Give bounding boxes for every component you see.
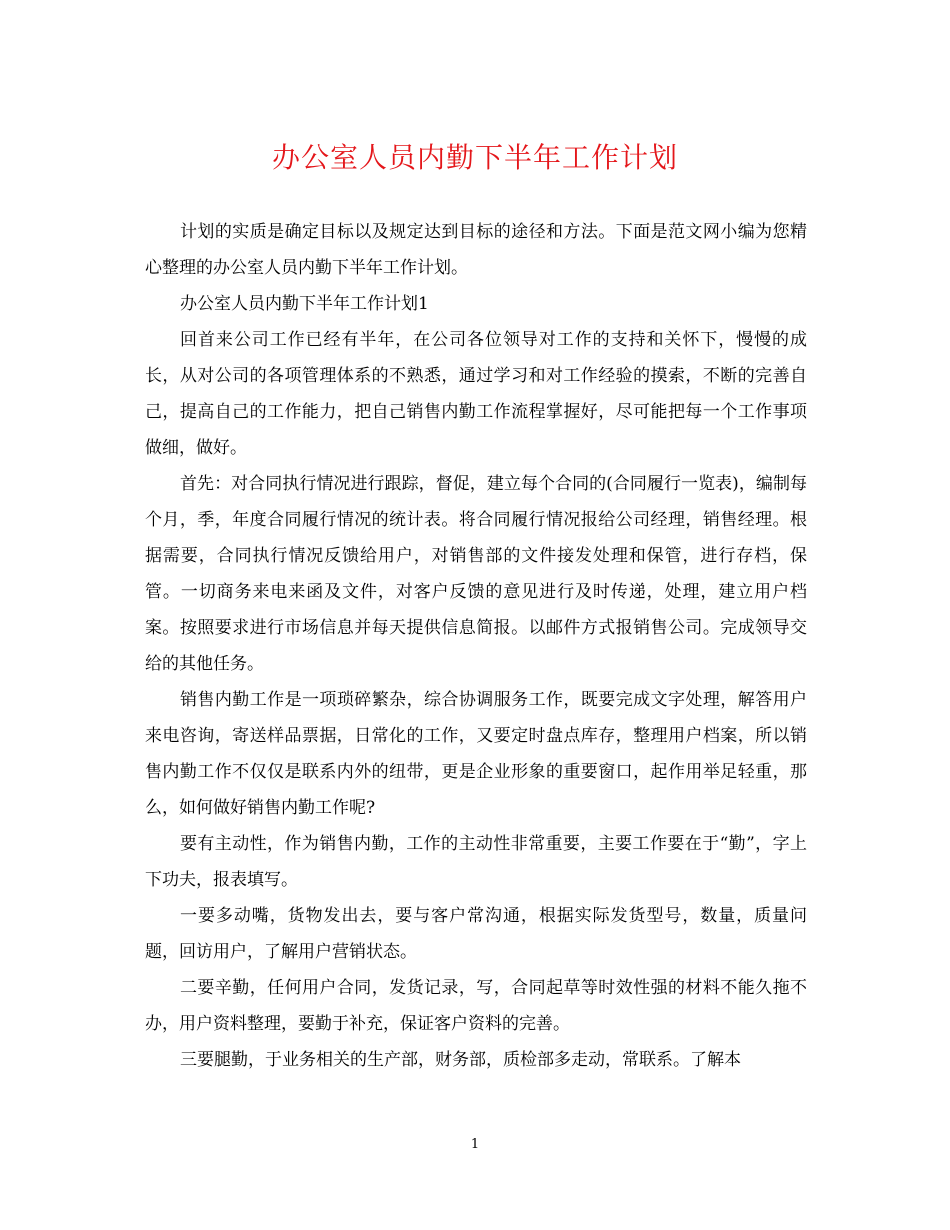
paragraph-intro: 计划的实质是确定目标以及规定达到目标的途径和方法。下面是范文网小编为您精心整理的办公室人员内勤下半年工作计划。 xyxy=(145,222,807,278)
paragraph-contracts: 首先：对合同执行情况进行跟踪，督促，建立每个合同的(合同履行一览表)，编制每个月，季，年度合同履行情况的统计表。将合同履行情况报给公司经理，销售经理。根据需要，合同执行情况反馈给用户，对销售部的文件接发处理和保管，进行存档，保管。一切商务来电来函及文件，对客户反馈的意见进行及时传递，处理，建立用户档案。按照要求进行市场信息并每天提供信息简报。以邮件方式报销售公司。完成领导交给的其他任务。 xyxy=(145,474,807,674)
document-title: 办公室人员内勤下半年工作计划 xyxy=(271,141,678,174)
paragraph-review: 回首来公司工作已经有半年，在公司各位领导对工作的支持和关怀下，慢慢的成长，从对公司的各项管理体系的不熟悉，通过学习和对工作经验的摸索，不断的完善自己，提高自己的工作能力，把自己销售内勤工作流程掌握好，尽可能把每一个工作事项做细，做好。 xyxy=(145,330,807,458)
paragraph-coordination: 三要腿勤，于业务相关的生产部，财务部，质检部多走动，常联系。了解本 xyxy=(180,1050,741,1070)
paragraph-communication: 一要多动嘴，货物发出去，要与客户常沟通，根据实际发货型号，数量，质量问题，回访用户，了解用户营销状态。 xyxy=(145,906,807,962)
paragraph-sales-support: 销售内勤工作是一项琐碎繁杂，综合协调服务工作，既要完成文字处理，解答用户来电咨询，寄送样品票据，日常化的工作，又要定时盘点库存，整理用户档案，所以销售内勤工作不仅仅是联系内外的纽带，更是企业形象的重要窗口，起作用举足轻重，那么，如何做好销售内勤工作呢? xyxy=(145,690,807,818)
document-body xyxy=(145,214,807,1078)
page-number: 1 xyxy=(470,1137,480,1152)
paragraph-diligence: 二要辛勤，任何用户合同，发货记录，写，合同起草等时效性强的材料不能久拖不办，用户资料整理，要勤于补充，保证客户资料的完善。 xyxy=(145,978,807,1034)
paragraph-initiative: 要有主动性，作为销售内勤，工作的主动性非常重要，主要工作要在于“勤”，字上下功夫，报表填写。 xyxy=(145,834,807,890)
section-heading: 办公室人员内勤下半年工作计划1 xyxy=(180,294,429,314)
